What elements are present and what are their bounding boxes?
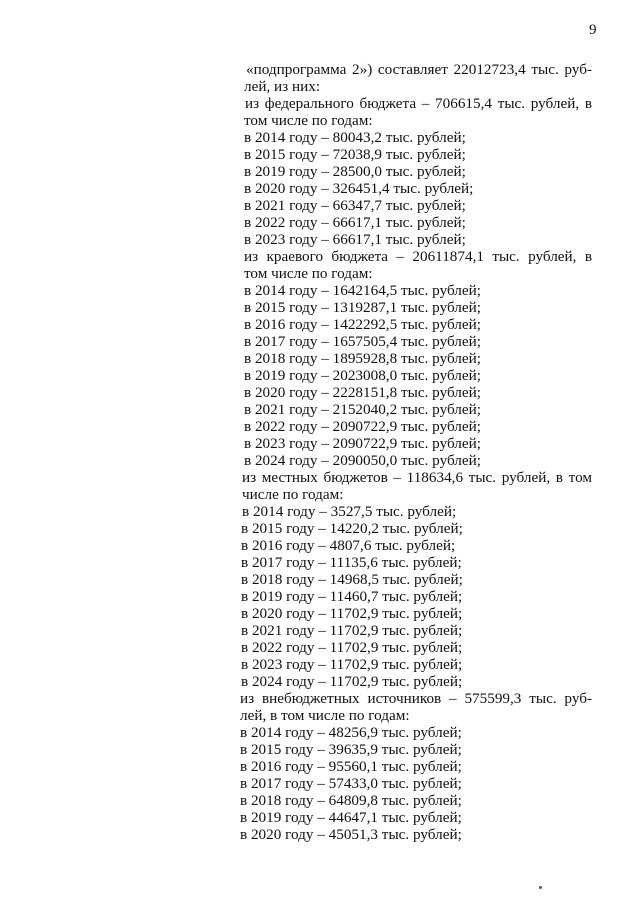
text-line: лей, в том числе по годам: [240, 707, 410, 724]
text-line: в 2021 году – 66347,7 тыс. рублей; [244, 197, 466, 214]
text-line: в 2022 году – 66617,1 тыс. рублей; [244, 214, 466, 231]
text-line: том числе по годам: [244, 265, 373, 282]
text-line: в 2019 году – 28500,0 тыс. рублей; [244, 163, 466, 180]
text-line: в 2015 году – 39635,9 тыс. рублей; [240, 741, 462, 758]
text-line: в 2019 году – 2023008,0 тыс. рублей; [244, 367, 481, 384]
text-line: в 2015 году – 1319287,1 тыс. рублей; [244, 299, 481, 316]
text-line: в 2017 году – 11135,6 тыс. рублей; [241, 554, 462, 571]
text-line: в 2018 году – 64809,8 тыс. рублей; [240, 792, 462, 809]
text-line: из внебюджетных источников – 575599,3 тыс. руб- [240, 690, 592, 707]
text-line: в 2016 году – 1422292,5 тыс. рублей; [244, 316, 481, 333]
text-line: в 2015 году – 72038,9 тыс. рублей; [244, 146, 466, 163]
text-line: в 2023 году – 11702,9 тыс. рублей; [241, 656, 463, 673]
text-line: лей, из них: [244, 78, 321, 95]
text-line: в 2015 году – 14220,2 тыс. рублей; [241, 520, 463, 537]
text-line: том числе по годам: [244, 112, 373, 129]
text-line: числе по годам: [242, 486, 344, 503]
text-line: в 2022 году – 2090722,9 тыс. рублей; [244, 418, 481, 435]
text-line: в 2014 году – 48256,9 тыс. рублей; [240, 724, 462, 741]
text-line: в 2020 году – 45051,3 тыс. рублей; [240, 826, 462, 843]
text-line: в 2014 году – 80043,2 тыс. рублей; [244, 129, 466, 146]
text-line: в 2016 году – 4807,6 тыс. рублей; [241, 537, 456, 554]
text-line: в 2022 году – 11702,9 тыс. рублей; [241, 639, 463, 656]
text-line: «подпрограмма 2») составляет 22012723,4 тыс. руб- [246, 61, 592, 78]
text-line: в 2017 году – 57433,0 тыс. рублей; [240, 775, 462, 792]
document-body [240, 61, 592, 843]
text-line: из местных бюджетов – 118634,6 тыс. рублей, в том [242, 469, 592, 486]
text-line: в 2014 году – 1642164,5 тыс. рублей; [244, 282, 481, 299]
text-line: в 2024 году – 11702,9 тыс. рублей; [241, 673, 463, 690]
text-line: в 2019 году – 11460,7 тыс. рублей; [241, 588, 463, 605]
text-line: в 2018 году – 1895928,8 тыс. рублей; [244, 350, 481, 367]
text-line: из федерального бюджета – 706615,4 тыс. рублей, в [245, 95, 592, 112]
text-line: в 2017 году – 1657505,4 тыс. рублей; [244, 333, 481, 350]
text-line: в 2023 году – 2090722,9 тыс. рублей; [244, 435, 481, 452]
text-line: в 2018 году – 14968,5 тыс. рублей; [241, 571, 463, 588]
text-line: в 2016 году – 95560,1 тыс. рублей; [240, 758, 462, 775]
text-line: в 2021 году – 2152040,2 тыс. рублей; [244, 401, 481, 418]
scan-artifact [539, 886, 542, 889]
text-line: в 2019 году – 44647,1 тыс. рублей; [240, 809, 462, 826]
page-number: 9 [589, 22, 597, 38]
text-line: в 2020 году – 326451,4 тыс. рублей; [244, 180, 474, 197]
text-line: в 2014 году – 3527,5 тыс. рублей; [242, 503, 457, 520]
text-line: в 2024 году – 2090050,0 тыс. рублей; [244, 452, 481, 469]
text-line: в 2021 году – 11702,9 тыс. рублей; [241, 622, 463, 639]
text-line: в 2023 году – 66617,1 тыс. рублей; [244, 231, 466, 248]
text-line: в 2020 году – 2228151,8 тыс. рублей; [244, 384, 481, 401]
text-line: в 2020 году – 11702,9 тыс. рублей; [241, 605, 463, 622]
text-line: из краевого бюджета – 20611874,1 тыс. рублей, в [244, 248, 592, 265]
